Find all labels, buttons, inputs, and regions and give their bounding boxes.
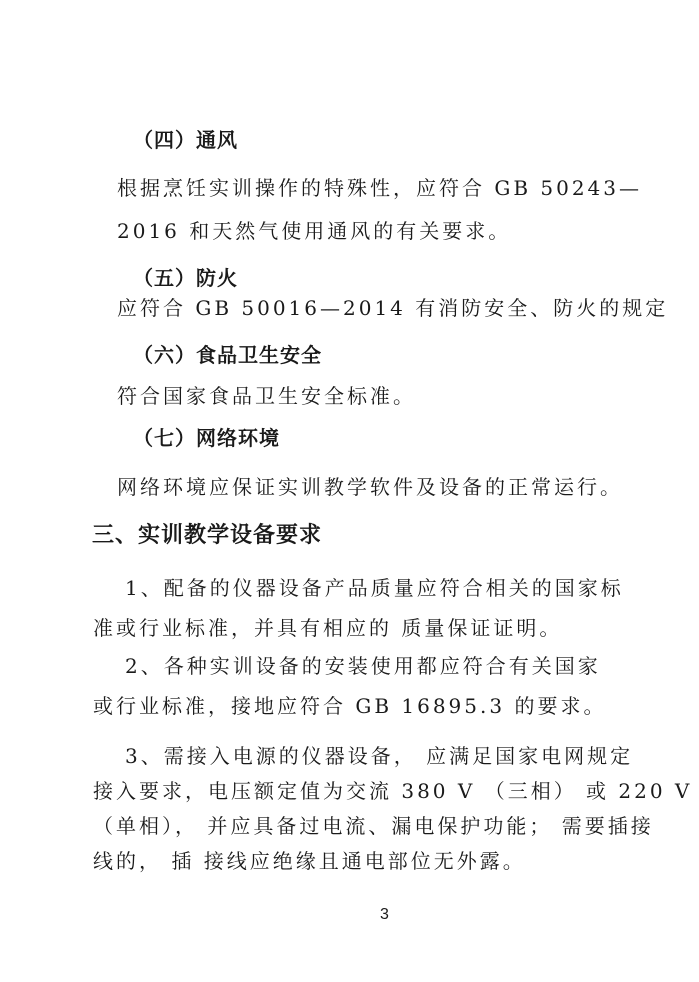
page-number: 3 — [380, 906, 389, 923]
section-network-paragraph — [117, 466, 623, 509]
section-ventilation-paragraph — [117, 167, 642, 253]
paragraph-line: 接入要求，电压额定值为交流 380 V （三相） 或 220 V — [93, 779, 693, 803]
paragraph-line: 3、需接入电源的仪器设备， 应满足国家电网规定 — [125, 744, 634, 768]
section-fire-paragraph — [117, 287, 668, 330]
numbered-paragraph-3 — [93, 739, 692, 879]
paragraph-line: 根据烹饪实训操作的特殊性，应符合 GB 50243— — [117, 176, 643, 200]
paragraph-line: 准或行业标准，并具有相应的 质量保证证明。 — [93, 616, 563, 640]
paragraph-line: 应符合 GB 50016—2014 有消防安全、防火的规定 — [117, 296, 669, 320]
paragraph-line: 1、配备的仪器设备产品质量应符合相关的国家标 — [125, 576, 624, 600]
main-heading-equipment-requirements: 三、实训教学设备要求 — [92, 522, 323, 547]
paragraph-line: 或行业标准，接地应符合 GB 16895.3 的要求。 — [93, 694, 607, 718]
paragraph-line: 2、各种实训设备的安装使用都应符合有关国家 — [125, 654, 601, 678]
section-heading-food-safety: （六）食品卫生安全 — [133, 343, 322, 367]
paragraph-line: （单相）， 并应具备过电流、漏电保护功能； 需要插接 — [93, 814, 654, 838]
section-heading-network-environment: （七）网络环境 — [133, 426, 280, 450]
section-heading-fire-prevention: （五）防火 — [133, 266, 238, 290]
section-heading-ventilation: （四）通风 — [133, 128, 238, 152]
paragraph-line: 线的， 插 接线应绝缘且通电部位无外露。 — [93, 849, 526, 873]
paragraph-line: 符合国家食品卫生安全标准。 — [117, 384, 416, 408]
paragraph-line: 网络环境应保证实训教学软件及设备的正常运行。 — [117, 475, 623, 499]
section-food-safety-paragraph — [117, 375, 416, 418]
paragraph-line: 2016 和天然气使用通风的有关要求。 — [117, 219, 512, 243]
numbered-paragraph-2 — [93, 646, 606, 726]
numbered-paragraph-1 — [93, 568, 624, 648]
